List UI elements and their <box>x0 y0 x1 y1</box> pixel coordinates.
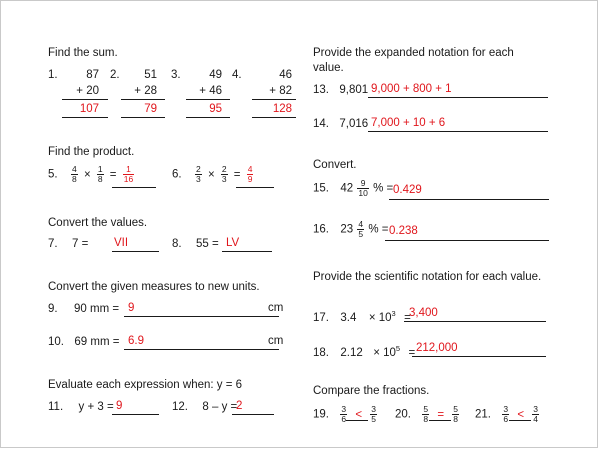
expanded-problem-13 <box>313 83 368 97</box>
denominator: 6 <box>503 414 509 424</box>
left-column <box>48 1 298 448</box>
equals-sign: = <box>408 347 416 359</box>
denominator: 5 <box>358 229 364 239</box>
answer-underline <box>368 97 548 98</box>
problem-label: 5. <box>48 168 58 181</box>
percent-equals: % = <box>368 223 389 236</box>
expression: 90 mm = <box>74 303 120 315</box>
answer-underline <box>346 420 368 421</box>
convert-problem-8 <box>172 237 219 251</box>
answer-value: 3,400 <box>409 307 438 319</box>
value: 9,801 <box>339 84 369 96</box>
addend-top: 49 <box>209 69 222 81</box>
numerator: 1 <box>97 164 103 174</box>
answer-underline <box>124 316 279 317</box>
compare-problem-21 <box>475 405 540 424</box>
convert-heading: Convert. <box>313 159 357 171</box>
compare-problem-19 <box>313 405 378 424</box>
exponent: 5 <box>395 344 401 353</box>
answer-value: VII <box>114 237 129 249</box>
answer-underline <box>112 187 156 188</box>
answer-underline <box>222 251 272 252</box>
denominator: 4 <box>533 414 538 424</box>
problem-label: 17. <box>313 312 329 324</box>
answer-value: LV <box>226 237 240 249</box>
addend-bottom: + 46 <box>199 85 222 97</box>
sum-answer: 128 <box>272 103 292 115</box>
times-ten: × 10 <box>368 312 392 324</box>
problem-label: 21. <box>475 408 491 421</box>
problem-label: 6. <box>172 168 182 181</box>
measure-problem-9 <box>48 302 119 316</box>
numerator: 4 <box>247 164 253 174</box>
answer-value: 9 <box>128 302 135 314</box>
expression: 7 = <box>72 238 89 250</box>
problem-label: 9. <box>48 303 58 315</box>
numerator: 2 <box>221 164 227 174</box>
fraction <box>340 405 347 424</box>
numerator: 1 <box>123 165 134 175</box>
product-problem-5 <box>48 165 135 184</box>
answer-value: 9 <box>116 400 123 412</box>
evaluate-problem-11 <box>48 400 114 414</box>
expression: 55 = <box>196 238 219 250</box>
answer-value: 0.238 <box>389 225 418 237</box>
expanded-problem-14 <box>313 117 368 131</box>
problem-label: 16. <box>313 223 329 236</box>
denominator: 8 <box>72 174 77 184</box>
comparison-answer: < <box>355 408 363 421</box>
convert-problem-15 <box>313 179 393 198</box>
problem-label: 1. <box>48 69 58 81</box>
equals-sign: = <box>404 312 411 324</box>
fraction <box>502 405 509 424</box>
scientific-problem-17 <box>313 307 411 325</box>
product-answer <box>247 165 254 184</box>
numerator: 3 <box>341 404 347 414</box>
fraction <box>452 405 459 424</box>
compare-problem-20 <box>395 405 460 424</box>
equals-sign: = <box>109 168 117 181</box>
numerator: 4 <box>72 164 77 174</box>
convert-problem-7 <box>48 237 88 251</box>
coefficient: 3.4 <box>340 312 357 324</box>
answer-underline <box>124 349 279 350</box>
sum-underline <box>121 99 165 100</box>
times-sign: × <box>83 168 91 181</box>
times-ten: × 10 <box>373 347 396 359</box>
times-sign: × <box>207 168 215 181</box>
exponent: 3 <box>391 309 396 318</box>
fraction <box>71 165 78 184</box>
value: 7,016 <box>339 118 369 130</box>
addend-top: 46 <box>279 69 292 81</box>
unit-label: cm <box>268 302 284 314</box>
answer-value: 2 <box>236 400 243 412</box>
evaluate-heading: Evaluate each expression when: y = 6 <box>48 379 243 391</box>
addend-top: 87 <box>86 69 99 81</box>
denominator: 3 <box>221 174 227 184</box>
fraction <box>97 165 104 184</box>
addend-bottom: + 28 <box>134 85 157 97</box>
scientific-heading: Provide the scientific notation for each value. <box>313 271 542 283</box>
answer-underline <box>404 321 546 322</box>
equals-sign: = <box>233 168 241 181</box>
numerator: 3 <box>371 404 376 414</box>
numerator: 5 <box>453 404 458 414</box>
numerator: 3 <box>503 404 509 414</box>
problem-label: 11. <box>48 401 64 413</box>
answer-underline <box>509 420 531 421</box>
whole-number: 23 <box>340 223 354 236</box>
expanded-heading: Provide the expanded notation for each value. <box>313 47 514 74</box>
whole-number: 42 <box>340 182 354 195</box>
comparison-answer: = <box>437 408 445 421</box>
problem-label: 8. <box>172 238 182 250</box>
problem-label: 18. <box>313 347 329 359</box>
answer-underline <box>186 117 230 118</box>
comparison-answer: < <box>517 408 525 421</box>
sum-answer: 107 <box>79 103 99 115</box>
right-column <box>313 1 583 448</box>
addend-bottom: + 82 <box>269 85 292 97</box>
problem-label: 12. <box>172 401 188 413</box>
numerator: 3 <box>533 404 538 414</box>
answer-value: 212,000 <box>416 342 458 354</box>
problem-label: 10. <box>48 336 64 348</box>
answer-underline <box>429 420 451 421</box>
denominator: 9 <box>247 174 253 184</box>
addend-bottom: + 20 <box>76 85 99 97</box>
sum-underline <box>186 99 230 100</box>
answer-value: 0.429 <box>393 184 422 196</box>
fraction <box>195 165 202 184</box>
convert-values-heading: Convert the values. <box>48 217 148 229</box>
compare-heading: Compare the fractions. <box>313 385 430 397</box>
expression: y + 3 = <box>78 401 114 413</box>
sum-underline <box>252 99 296 100</box>
product-heading: Find the product. <box>48 146 135 158</box>
product-problem-6 <box>172 165 254 184</box>
answer-underline <box>385 240 549 241</box>
problem-label: 15. <box>313 182 329 195</box>
answer-underline <box>232 414 274 415</box>
numerator: 4 <box>358 219 364 229</box>
answer-underline <box>112 251 159 252</box>
measures-heading: Convert the given measures to new units. <box>48 281 260 293</box>
fraction <box>532 405 539 424</box>
answer-value: 6.9 <box>128 335 144 347</box>
denominator: 8 <box>453 414 458 424</box>
problem-label: 20. <box>395 408 411 421</box>
answer-underline <box>368 131 548 132</box>
numerator: 9 <box>357 179 368 189</box>
problem-label: 2. <box>110 69 120 81</box>
denominator: 16 <box>123 174 134 184</box>
answer-underline <box>389 199 549 200</box>
expression: 69 mm = <box>74 336 120 348</box>
answer-underline <box>112 414 159 415</box>
answer-value: 9,000 + 800 + 1 <box>371 83 452 95</box>
problem-label: 19. <box>313 408 329 421</box>
denominator: 8 <box>97 174 103 184</box>
answer-underline <box>121 117 165 118</box>
fraction <box>221 165 228 184</box>
problem-label: 3. <box>171 69 181 81</box>
expression: 8 – y = <box>202 401 238 413</box>
denominator: 3 <box>196 174 201 184</box>
percent-equals: % = <box>373 182 394 195</box>
answer-underline <box>252 117 296 118</box>
denominator: 5 <box>371 414 376 424</box>
problem-label: 13. <box>313 84 329 96</box>
numerator: 2 <box>196 164 201 174</box>
coefficient: 2.12 <box>340 347 363 359</box>
sum-heading: Find the sum. <box>48 47 118 59</box>
unit-label: cm <box>268 335 284 347</box>
addend-top: 51 <box>144 69 157 81</box>
problem-label: 4. <box>232 69 242 81</box>
denominator: 6 <box>341 414 347 424</box>
fraction <box>422 405 429 424</box>
fraction <box>357 220 364 239</box>
evaluate-problem-12 <box>172 400 237 414</box>
sum-answer: 95 <box>209 103 222 115</box>
product-answer <box>123 165 134 184</box>
answer-value: 7,000 + 10 + 6 <box>371 117 446 129</box>
answer-underline <box>412 356 546 357</box>
fraction <box>370 405 377 424</box>
answer-underline <box>62 117 108 118</box>
denominator: 8 <box>423 414 429 424</box>
measure-problem-10 <box>48 335 119 349</box>
scientific-problem-18 <box>313 342 415 360</box>
fraction <box>357 179 368 198</box>
convert-problem-16 <box>313 220 388 239</box>
problem-label: 14. <box>313 118 329 130</box>
answer-underline <box>236 187 274 188</box>
sum-underline <box>62 99 108 100</box>
problem-label: 7. <box>48 238 58 250</box>
denominator: 10 <box>358 188 368 198</box>
sum-answer: 79 <box>144 103 157 115</box>
numerator: 5 <box>423 404 429 414</box>
